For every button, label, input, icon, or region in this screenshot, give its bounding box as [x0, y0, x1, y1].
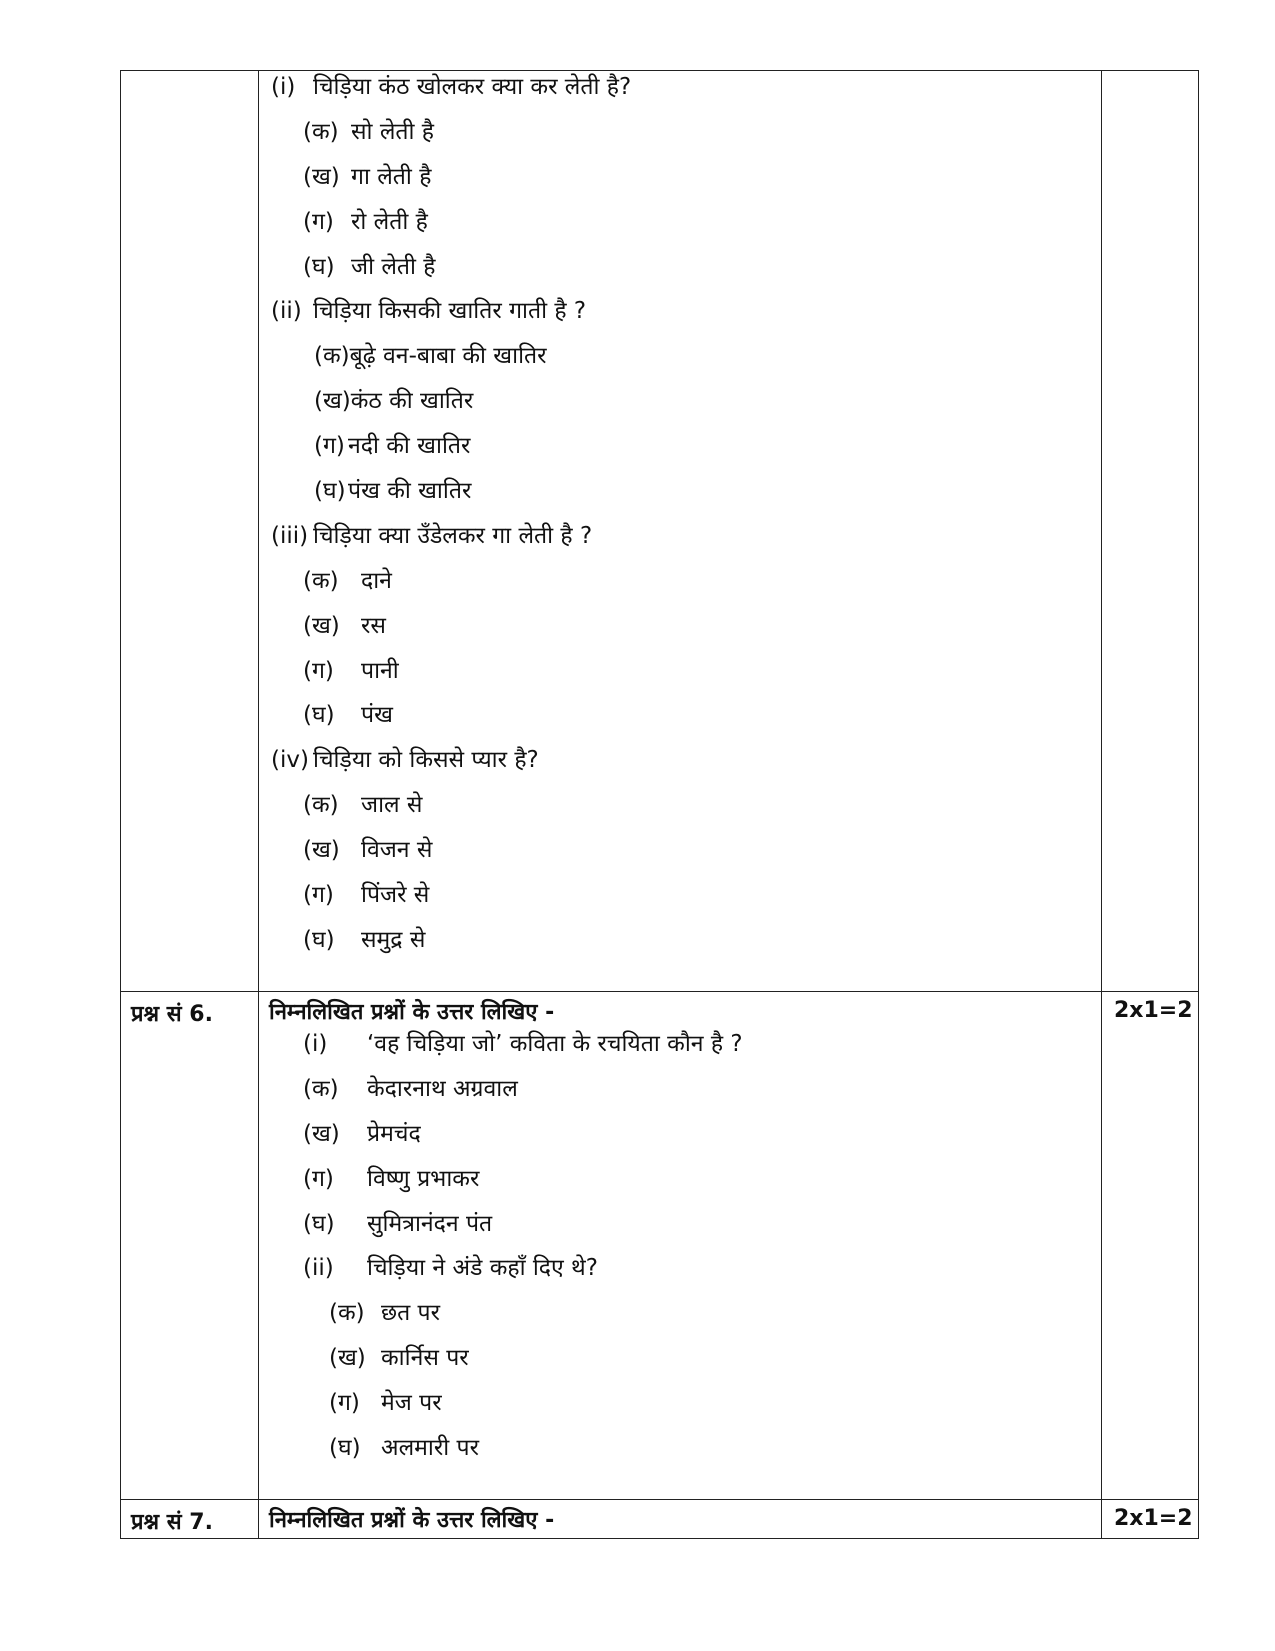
list-item [259, 200, 1101, 245]
item-text: अलमारी पर [381, 1435, 480, 1462]
item-number: (i) [303, 1031, 328, 1057]
item-text: चिड़िया कंठ खोलकर क्या कर लेती है? [313, 74, 632, 100]
list-item [259, 559, 1101, 604]
item-text: मेज पर [381, 1390, 442, 1417]
item-number: (ग) [303, 1165, 334, 1192]
item-text: प्रेमचंद [367, 1120, 421, 1147]
item-number: (ख) [303, 163, 340, 190]
list-item [259, 334, 1101, 379]
list-item [259, 1022, 1101, 1067]
item-text: नदी की खातिर [348, 433, 471, 460]
item-text: चिड़िया ने अंडे कहाँ दिए थे? [367, 1255, 598, 1282]
list-item [259, 65, 1101, 110]
item-text: सो लेती है [351, 118, 435, 145]
list-item [259, 738, 1101, 783]
item-number: (ग) [303, 208, 334, 235]
item-number: (घ) [303, 926, 335, 953]
item-text: समुद्र से [361, 926, 426, 953]
item-number: (क) [329, 1300, 365, 1327]
item-number: (ग) [303, 882, 334, 909]
marks-cell [1102, 71, 1199, 992]
list-item [259, 828, 1101, 873]
list-item [259, 1112, 1101, 1157]
label-cell [121, 1500, 259, 1539]
list-item [259, 693, 1101, 738]
question-number: प्रश्न सं 6. [131, 1002, 213, 1027]
item-text: केदारनाथ अग्रवाल [367, 1075, 518, 1102]
question-table [120, 70, 1199, 1539]
list-item [259, 289, 1101, 334]
item-number: (ग) [314, 433, 345, 460]
question-heading: निम्नलिखित प्रश्नों के उत्तर लिखिए - [269, 1000, 555, 1025]
item-number: (क) [303, 567, 339, 594]
list-item [259, 110, 1101, 155]
item-number: (i) [271, 74, 296, 100]
content-cell [259, 71, 1102, 992]
list-item [259, 1202, 1101, 1247]
item-text: रो लेती है [351, 208, 428, 235]
item-number: (ख) [329, 1345, 366, 1372]
item-number: (क) [314, 343, 350, 370]
item-text: जाल से [361, 792, 423, 819]
item-text: कंठ की खातिर [350, 388, 474, 415]
item-number: (ख) [303, 837, 340, 864]
item-number: (ख) [314, 388, 351, 415]
marks-cell [1102, 992, 1199, 1500]
marks-value: 2x1=2 [1114, 998, 1193, 1023]
item-number: (क) [303, 792, 339, 819]
item-text: पंख [361, 702, 393, 729]
item-text: पिंजरे से [361, 882, 430, 909]
item-text: चिड़िया को किससे प्यार है? [313, 747, 539, 774]
item-text: विष्णु प्रभाकर [367, 1165, 480, 1192]
list-item [259, 1067, 1101, 1112]
item-text: ‘वह चिड़िया जो’ कविता के रचयिता कौन है ? [367, 1031, 743, 1057]
item-number: (क) [303, 1075, 339, 1102]
item-number: (iv) [271, 747, 309, 774]
item-text: चिड़िया किसकी खातिर गाती है ? [313, 298, 587, 325]
list-item [259, 514, 1101, 559]
question-row-6 [121, 992, 1199, 1500]
question-number: प्रश्न सं 7. [131, 1510, 213, 1535]
list-item [259, 783, 1101, 828]
list-item [259, 379, 1101, 424]
item-number: (ख) [303, 612, 340, 639]
marks-value: 2x1=2 [1114, 1506, 1193, 1531]
list-item [259, 1336, 1101, 1381]
content-cell [259, 992, 1102, 1500]
item-number: (घ) [303, 1210, 335, 1237]
question-list [259, 1022, 1101, 1471]
item-text: बूढ़े वन-बाबा की खातिर [349, 343, 547, 370]
item-number: (घ) [303, 253, 335, 280]
list-item [259, 604, 1101, 649]
content-cell [259, 1500, 1102, 1539]
item-number: (iii) [271, 522, 309, 549]
item-text: सुमित्रानंदन पंत [367, 1210, 493, 1237]
item-number: (ii) [271, 298, 302, 325]
item-text: पानी [361, 657, 399, 684]
item-text: कार्निस पर [381, 1345, 469, 1372]
list-item [259, 918, 1101, 963]
marks-cell [1102, 1500, 1199, 1539]
item-text: विजन से [361, 837, 433, 864]
item-text: छत पर [381, 1300, 441, 1327]
label-cell [121, 71, 259, 992]
item-number: (घ) [303, 702, 335, 729]
list-item [259, 245, 1101, 290]
list-item [259, 1381, 1101, 1426]
item-text: दाने [361, 567, 392, 594]
item-number: (घ) [329, 1435, 361, 1462]
question-row-7 [121, 1500, 1199, 1539]
label-cell [121, 992, 259, 1500]
item-number: (ग) [329, 1390, 360, 1417]
list-item [259, 649, 1101, 694]
list-item [259, 1291, 1101, 1336]
item-number: (ग) [303, 657, 334, 684]
list-item [259, 1157, 1101, 1202]
question-list [259, 65, 1101, 963]
item-text: चिड़िया क्या उँडेलकर गा लेती है ? [313, 522, 593, 549]
list-item [259, 873, 1101, 918]
item-text: पंख की खातिर [348, 478, 472, 505]
list-item [259, 424, 1101, 469]
list-item [259, 469, 1101, 514]
item-text: गा लेती है [351, 163, 432, 190]
list-item [259, 155, 1101, 200]
item-number: (ख) [303, 1120, 340, 1147]
question-heading: निम्नलिखित प्रश्नों के उत्तर लिखिए - [269, 1508, 555, 1533]
item-text: रस [361, 612, 386, 639]
item-number: (घ) [314, 478, 346, 505]
item-number: (ii) [303, 1255, 334, 1282]
item-text: जी लेती है [351, 253, 436, 280]
item-number: (क) [303, 118, 339, 145]
question-row-5-continued [121, 71, 1199, 992]
list-item [259, 1426, 1101, 1471]
list-item [259, 1246, 1101, 1291]
